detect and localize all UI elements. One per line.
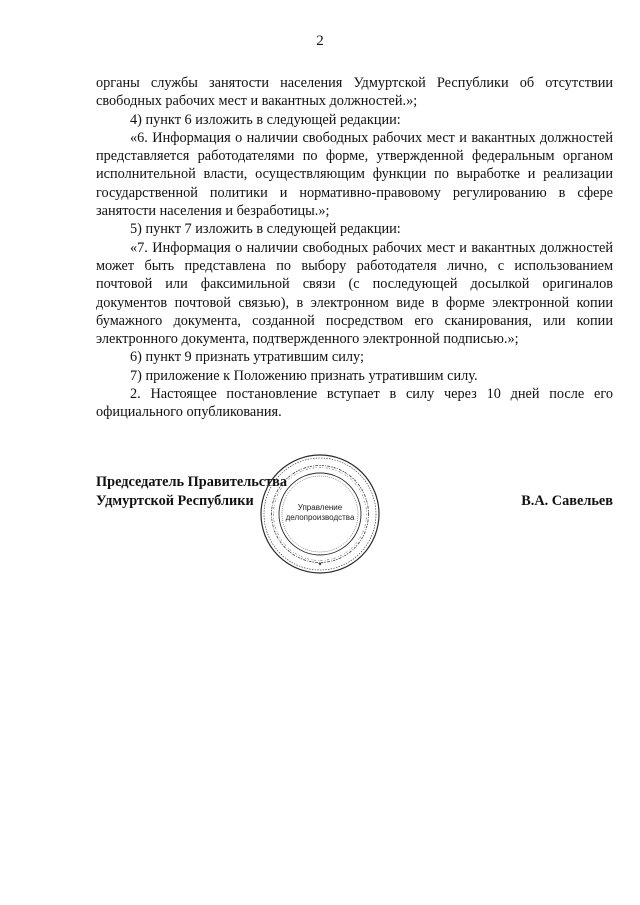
paragraph-item-4: 4) пункт 6 изложить в следующей редакции: bbox=[130, 111, 401, 128]
stamp-text-line2: делопроизводства bbox=[285, 513, 355, 522]
stamp-text-line1: Управление bbox=[297, 503, 343, 512]
svg-text:✦: ✦ bbox=[317, 561, 323, 568]
paragraph-item-7: 7) приложение к Положению признать утратившим силу. bbox=[130, 367, 478, 384]
stamp-seal-icon bbox=[258, 452, 382, 576]
paragraph-item-6: 6) пункт 9 признать утратившим силу; bbox=[130, 349, 364, 366]
paragraph-clause-6: «6. Информация о наличии свободных рабочих мест и вакантных должностей представляется работодателями по форме, утвержденной федеральным органом исполнительной власти, осуществляющим функции по выработке и реализации государственной политики и нормативно-правовому регулированию в сфере занятости населения и безработицы.»; bbox=[96, 129, 613, 220]
page-number: 2 bbox=[316, 33, 324, 49]
paragraph-clause-7: «7. Информация о наличии свободных рабочих мест и вакантных должностей может быть представлена по выбору работодателя лично, с использованием почтовой или факсимильной связи (с последующей досылкой оригиналов документов почтовой связью), в электронном виде в форме электронной копии бумажного документа, созданной посредством его сканирования, или копии электронного документа, подтвержденного электронной подписью.»; bbox=[96, 239, 613, 348]
signatory-title-line1: Председатель Правительства bbox=[96, 474, 288, 490]
document-body bbox=[96, 74, 613, 422]
paragraph-item-5: 5) пункт 7 изложить в следующей редакции: bbox=[130, 221, 401, 238]
paragraph-continuation: органы службы занятости населения Удмуртской Республики об отсутствии свободных рабочих мест и вакантных должностей.»; bbox=[96, 75, 613, 110]
paragraph-section-2: 2. Настоящее постановление вступает в силу через 10 дней после его официального опубликования. bbox=[96, 386, 613, 421]
signatory-title-line2: Удмуртской Республики bbox=[96, 492, 254, 509]
signatory-name: В.А. Савельев bbox=[521, 492, 613, 509]
office-stamp bbox=[258, 452, 382, 576]
